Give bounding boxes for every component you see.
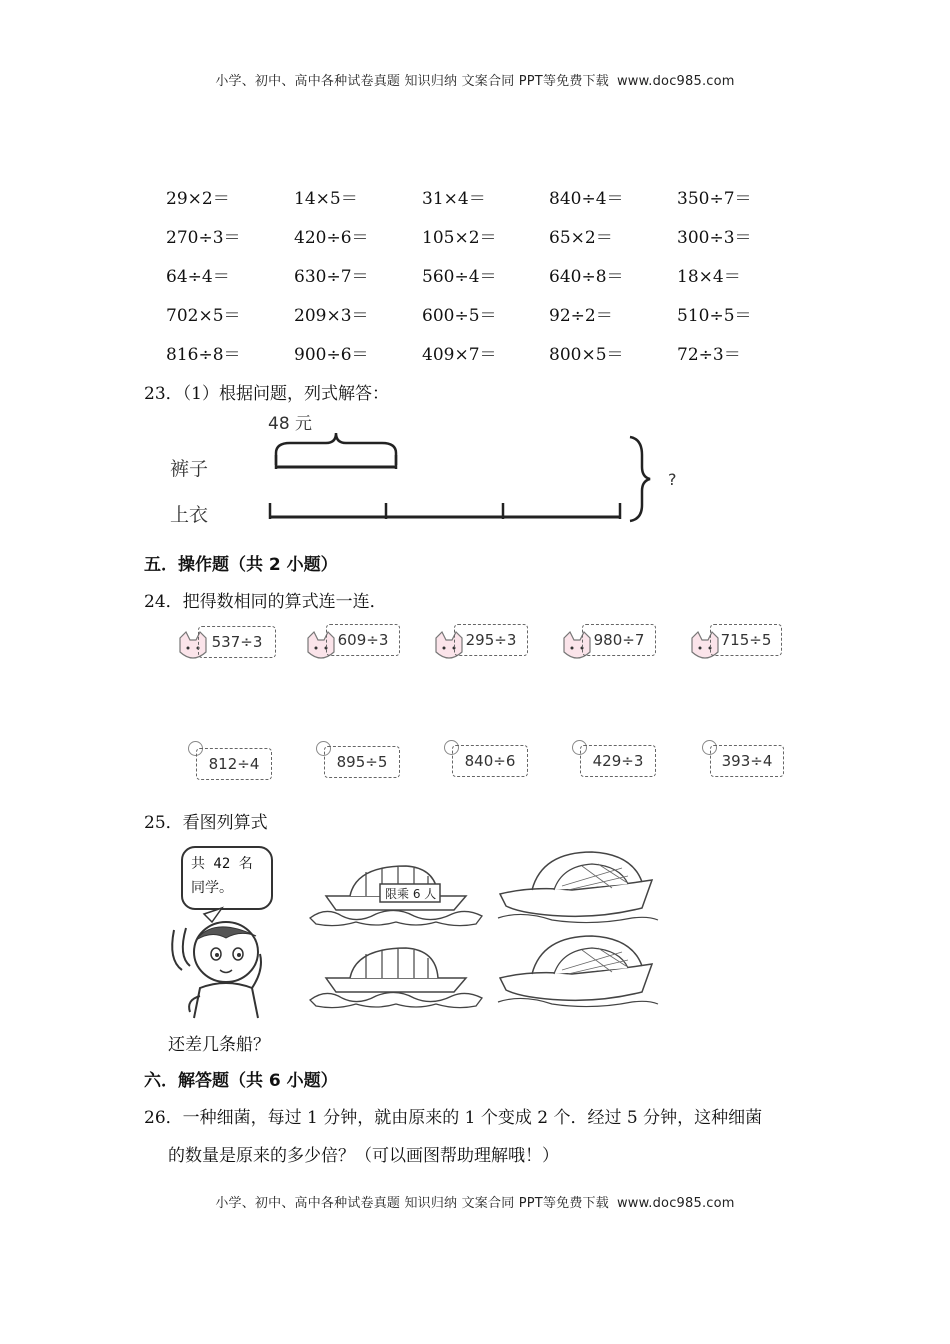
expression-box[interactable]: 429÷3 (580, 745, 656, 777)
bubble-line-2: 同学。 (191, 880, 233, 896)
question-23: 23．（1）根据问题，列式解答： (144, 384, 389, 404)
calc-item: 420÷6＝ (294, 228, 369, 248)
calc-item: 409×7＝ (422, 345, 497, 365)
question-26-line-2: 的数量是原来的多少倍？（可以画图帮助理解哦！） (168, 1146, 559, 1166)
calc-item: 72÷3＝ (677, 345, 741, 365)
expression-box[interactable]: 295÷3 (454, 624, 528, 656)
expression-box[interactable]: 609÷3 (326, 624, 400, 656)
calc-item: 29×2＝ (166, 189, 230, 209)
calc-item: 14×5＝ (294, 189, 358, 209)
calc-item: 560÷4＝ (422, 267, 497, 287)
question-mark: ? (668, 470, 677, 489)
header-url[interactable]: www.doc985.com (616, 74, 735, 89)
question-24: 24．把得数相同的算式连一连． (144, 592, 387, 612)
basket-boat-icon (492, 846, 662, 926)
calc-item: 900÷6＝ (294, 345, 369, 365)
canopy-boat-icon (306, 858, 486, 928)
brace-top (276, 433, 396, 465)
segment-diagram (160, 405, 700, 530)
calc-item: 816÷8＝ (166, 345, 241, 365)
expression-box[interactable]: 393÷4 (710, 745, 784, 777)
expression-box[interactable]: 980÷7 (582, 624, 656, 656)
basket-boat-icon (492, 930, 662, 1010)
boat-tag-text: 限乘 6 人 (385, 887, 437, 901)
question-26-line-1: 26．一种细菌，每过 1 分钟，就由原来的 1 个变成 2 个．经过 5 分钟，这种细菌 (144, 1108, 763, 1128)
calc-item: 300÷3＝ (677, 228, 752, 248)
calc-item: 270÷3＝ (166, 228, 241, 248)
price-label: 48 元 (268, 414, 313, 434)
footer-url[interactable]: www.doc985.com (616, 1196, 735, 1211)
label-shirt: 上衣 (170, 504, 209, 526)
calc-item: 350÷7＝ (677, 189, 752, 209)
section-5-title: 五．操作题（共 2 小题） (144, 555, 338, 575)
label-pants: 裤子 (170, 458, 209, 480)
calc-item: 209×3＝ (294, 306, 369, 326)
calc-item: 31×4＝ (422, 189, 486, 209)
bubble-line-1: 共 42 名 (191, 856, 253, 872)
calc-item: 840÷4＝ (549, 189, 624, 209)
section-6-title: 六．解答题（共 6 小题） (144, 1071, 338, 1091)
calc-item: 65×2＝ (549, 228, 613, 248)
calc-item: 64÷4＝ (166, 267, 230, 287)
calc-item: 600÷5＝ (422, 306, 497, 326)
page-header (0, 70, 950, 89)
calc-item: 800×5＝ (549, 345, 624, 365)
expression-box[interactable]: 840÷6 (452, 745, 528, 777)
calc-item: 640÷8＝ (549, 267, 624, 287)
calc-item: 105×2＝ (422, 228, 497, 248)
question-25: 25．看图列算式 (144, 813, 268, 833)
calc-item: 702×5＝ (166, 306, 241, 326)
expression-box[interactable]: 715÷5 (710, 624, 782, 656)
page-footer (0, 1192, 950, 1211)
calc-item: 92÷2＝ (549, 306, 613, 326)
calc-item: 510÷5＝ (677, 306, 752, 326)
header-text: 小学、初中、高中各种试卷真题 知识归纳 文案合同 PPT等免费下载 (215, 74, 609, 89)
expression-box[interactable]: 895÷5 (324, 746, 400, 778)
calc-item: 630÷7＝ (294, 267, 369, 287)
girl-illustration (164, 900, 274, 1020)
footer-text: 小学、初中、高中各种试卷真题 知识归纳 文案合同 PPT等免费下载 (215, 1196, 609, 1211)
canopy-boat-icon (306, 940, 486, 1010)
calc-item: 18×4＝ (677, 267, 741, 287)
q25-question: 还差几条船？ (168, 1035, 270, 1055)
expression-box[interactable]: 537÷3 (198, 626, 276, 658)
brace-right (630, 437, 650, 521)
expression-box[interactable]: 812÷4 (196, 748, 272, 780)
